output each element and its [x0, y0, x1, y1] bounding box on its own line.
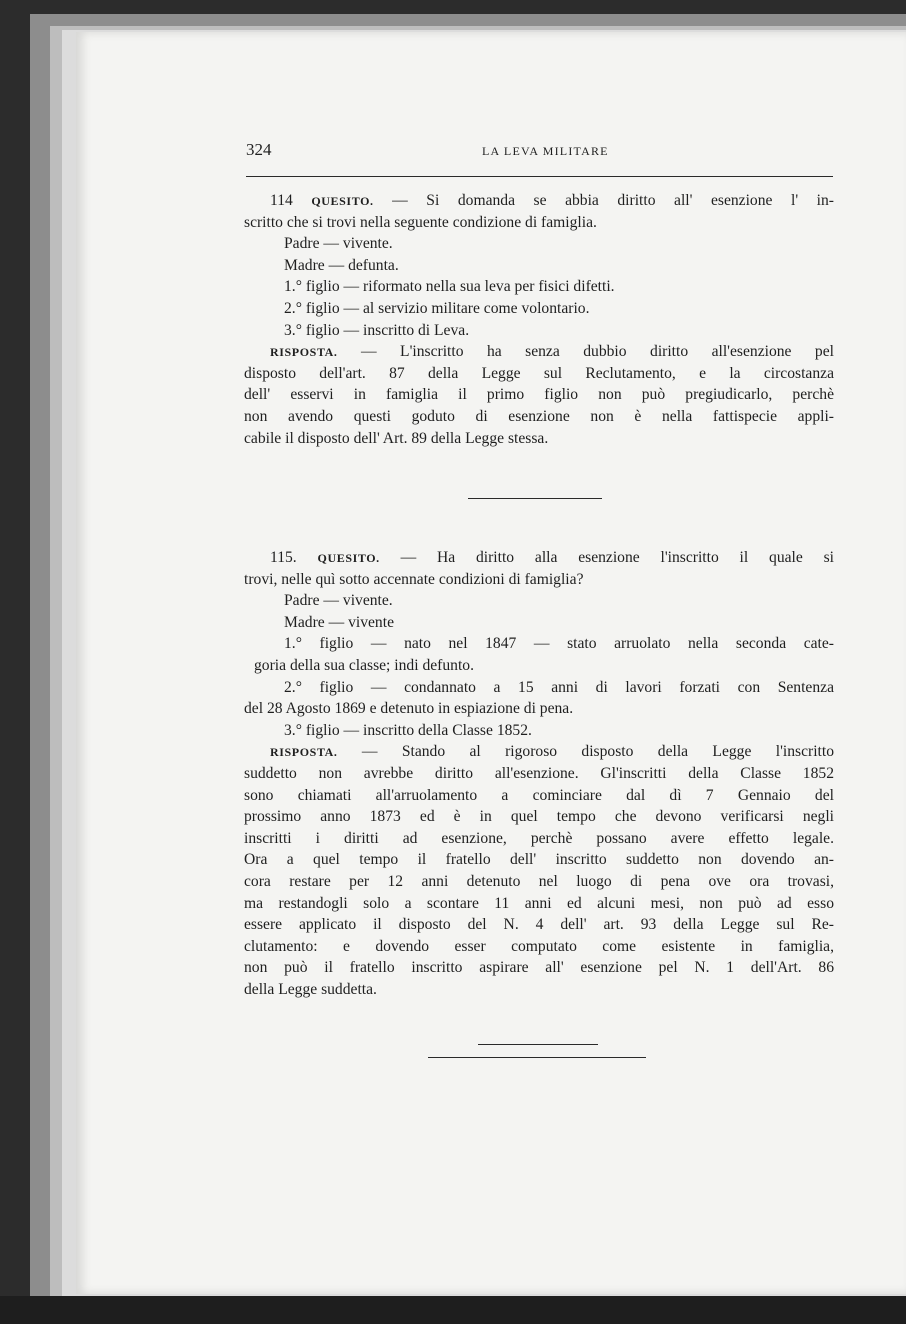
text-line: sono chiamati all'arruolamento a cominciare dal dì 7 Gennaio del	[244, 786, 834, 804]
running-header	[246, 140, 833, 164]
text-line: prossimo anno 1873 ed è in quel tempo che devono verificarsi negli	[244, 808, 834, 826]
running-title: LA LEVA MILITARE	[482, 144, 609, 158]
text-line: cora restare per 12 anni detenuto nel luogo di pena ove ora trovasi,	[244, 872, 834, 890]
text-line: ma restandogli solo a scontare 11 anni ed alcuni mesi, non può ad esso	[244, 894, 834, 912]
text-line: della Legge suddetta.	[244, 980, 377, 998]
text-line: cabile il disposto dell' Art. 89 della Legge stessa.	[244, 429, 549, 447]
text-line: trovi, nelle quì sotto accennate condizioni di famiglia?	[244, 570, 584, 588]
label-quesito: QUESITO.	[317, 551, 380, 565]
question-115	[244, 547, 834, 1000]
text-line: RISPOSTA. — Stando al rigoroso disposto della Legge l'inscritto	[270, 743, 834, 761]
text-line: Madre — defunta.	[284, 256, 399, 274]
text-line: 2.° figlio — al servizio militare come volontario.	[284, 299, 590, 317]
section-separator	[478, 1044, 598, 1045]
text-line: dell' esservi in famiglia il primo figlio non può pregiudicarlo, perchè	[244, 386, 834, 404]
text-line: 3.° figlio — inscritto della Classe 1852.	[284, 721, 532, 739]
text-line: Padre — vivente.	[284, 235, 393, 253]
text-line: RISPOSTA. — L'inscritto ha senza dubbio diritto all'esenzione pel	[270, 343, 834, 361]
page-number: 324	[246, 140, 272, 159]
label-risposta: RISPOSTA.	[270, 745, 338, 760]
text-line: 114 QUESITO. — Si domanda se abbia diritto all' esenzione l' in-	[270, 192, 834, 209]
text-line: inscritti i diritti ad esenzione, perchè possano avere effetto legale.	[244, 829, 834, 847]
question-114	[244, 190, 834, 449]
text-line: disposto dell'art. 87 della Legge sul Reclutamento, e la circostanza	[244, 364, 834, 382]
label-quesito: QUESITO.	[311, 194, 374, 208]
text-line: Madre — vivente	[284, 613, 394, 631]
text-line: essere applicato il disposto del N. 4 dell' art. 93 della Legge sul Re-	[244, 916, 834, 934]
text-line: 115. QUESITO. — Ha diritto alla esenzione l'inscritto il quale si	[270, 549, 834, 566]
text-line: 1.° figlio — nato nel 1847 — stato arruolato nella seconda cate-	[284, 635, 834, 653]
header-rule	[246, 176, 833, 177]
text-line: non può il fratello inscritto aspirare all' esenzione pel N. 1 dell'Art. 86	[244, 959, 834, 977]
label-risposta: RISPOSTA.	[270, 345, 338, 360]
scan-bottom-edge	[0, 1296, 906, 1324]
text-line: 3.° figlio — inscritto di Leva.	[284, 321, 470, 339]
text-line: del 28 Agosto 1869 e detenuto in espiazione di pena.	[244, 700, 574, 718]
text-line: Padre — vivente.	[284, 592, 393, 610]
text-line: goria della sua classe; indi defunto.	[254, 656, 474, 674]
section-separator	[468, 498, 602, 499]
text-line: 2.° figlio — condannato a 15 anni di lavori forzati con Sentenza	[284, 678, 834, 696]
text-line: clutamento: e dovendo esser computato come esistente in famiglia,	[244, 937, 834, 955]
text-line: suddetto non avrebbe diritto all'esenzione. Gl'inscritti della Classe 1852	[244, 764, 834, 782]
section-separator	[428, 1057, 646, 1058]
text-line: scritto che si trovi nella seguente condizione di famiglia.	[244, 213, 597, 231]
text-line: Ora a quel tempo il fratello dell' inscritto suddetto non dovendo an-	[244, 851, 834, 869]
text-line: 1.° figlio — riformato nella sua leva per fisici difetti.	[284, 278, 615, 296]
text-line: non avendo questi goduto di esenzione non è nella fattispecie appli-	[244, 407, 834, 425]
